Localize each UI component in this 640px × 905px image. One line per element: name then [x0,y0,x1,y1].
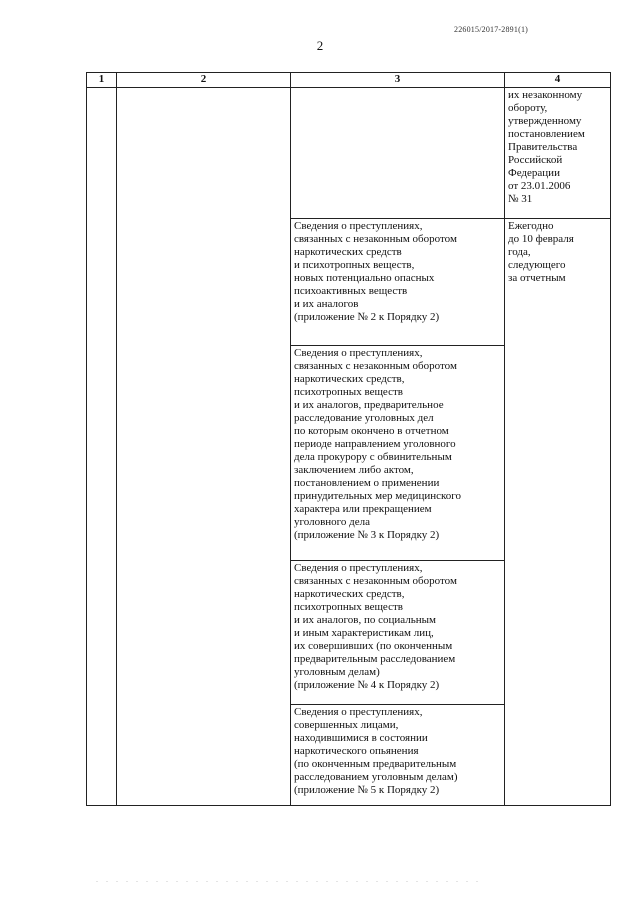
table-header-row [87,73,611,88]
table-cell-col3-empty [291,88,505,219]
table-cell-report: Сведения о преступлениях, совершенных лицами, находившимися в состоянии наркотического опьянения (по оконченным предварительным расследованием уголовным делам) (приложение № 5 к Порядку 2) [291,705,505,806]
column-header: 1 [87,73,117,88]
column-header: 4 [505,73,611,88]
page-number: 2 [316,38,324,53]
column-header: 2 [117,73,291,88]
table-cell-col4-continuation: их незаконному обороту, утвержденному постановлением Правительства Российской Федерации от 23.01.2006 № 31 [505,88,611,219]
table-cell-report: Сведения о преступлениях, связанных с незаконным оборотом наркотических средств и психотропных веществ, новых потенциально опасных психоактивных веществ и их аналогов (приложение № 2 к Порядку 2) [291,219,505,346]
table-cell-periodicity: Ежегодно до 10 февраля года, следующего за отчетным [505,219,611,806]
table-cell-report: Сведения о преступлениях, связанных с незаконным оборотом наркотических средств, психотропных веществ и их аналогов, предварительное расследование уголовных дел по которым окончено в отчетном периоде направлением уголовного дела прокурору с обвинительным заключением либо актом, постановлением о применении принудительных мер медицинского характера или прекращением уголовного дела (приложение № 3 к Порядку 2) [291,346,505,561]
column-header: 3 [291,73,505,88]
data-table [86,72,611,806]
footer-dots: . . . . . . . . . . . . . . . . . . . . . . . . . . . . . . . . . . . . . . . [96,875,481,884]
table-row [87,88,611,219]
table-cell-col1 [87,88,117,806]
document-id: 226015/2017-2891(1) [454,25,529,34]
table-cell-report: Сведения о преступлениях, связанных с незаконным оборотом наркотических средств, психотропных веществ и их аналогов, по социальным и иным характеристикам лиц, их совершивших (по оконченным предварительным расследованием уголовным делам) (приложение № 4 к Порядку 2) [291,561,505,705]
table-cell-col2 [117,88,291,806]
